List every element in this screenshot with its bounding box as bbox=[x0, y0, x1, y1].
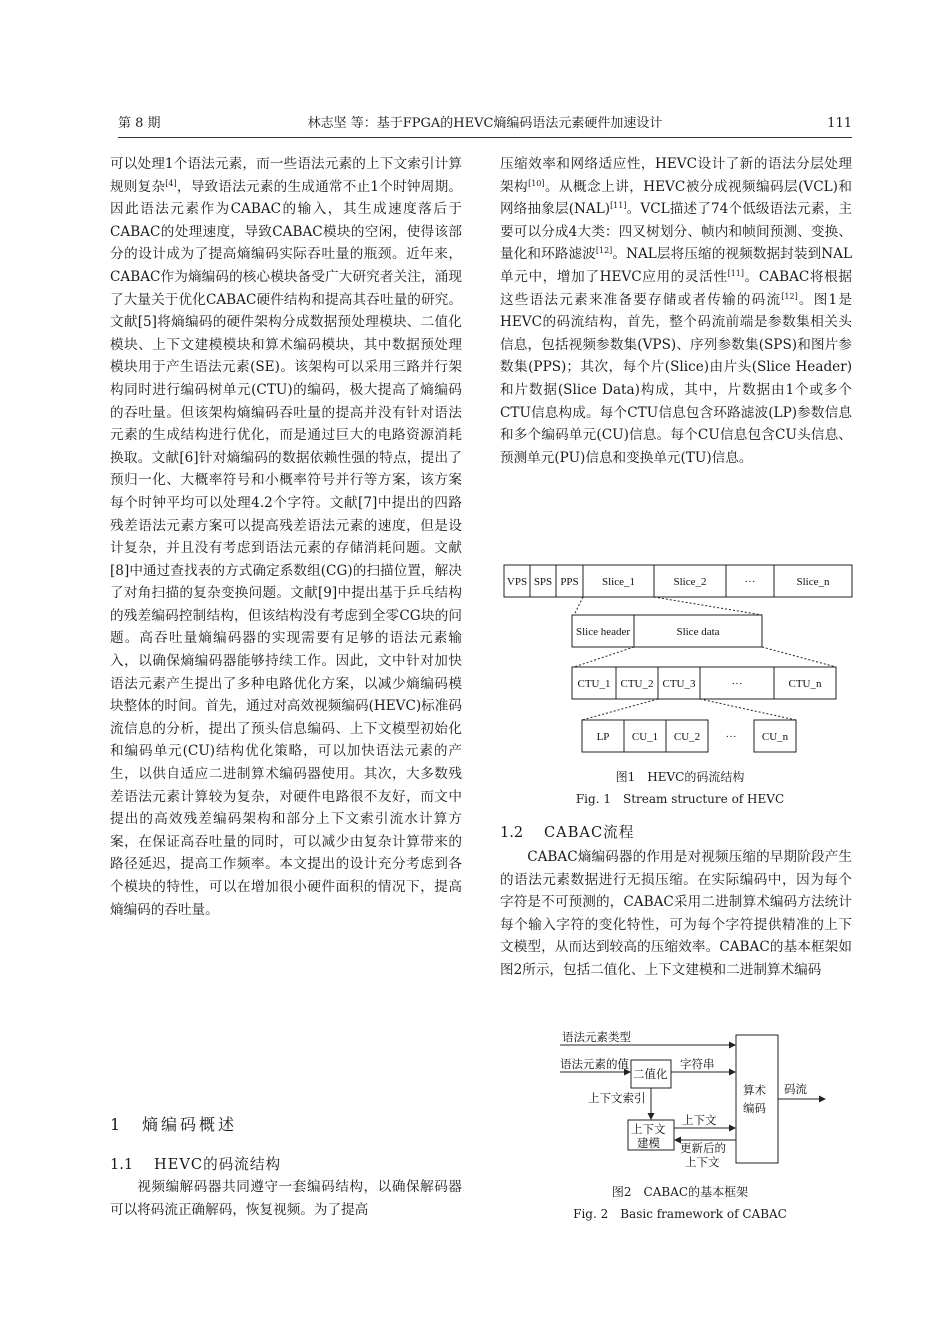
arithmetic-label-2: 编码 bbox=[743, 1103, 766, 1115]
right-p1-text-b: 。从概念上讲，HEVC被分成视频编码层(VCL)和网络抽象层(NAL) bbox=[500, 178, 852, 218]
slice1-label: Slice_1 bbox=[602, 576, 635, 588]
citation-11: [11] bbox=[610, 201, 627, 211]
section-1-2-number: 1.2 bbox=[500, 824, 524, 841]
ctu1-label: CTU_1 bbox=[577, 678, 611, 690]
right-p1-text-f: 。图1是HEVC的码流结构，首先，整个码流前端是参数集相关头信息，包括视频参数集(VPS)、序列参数集(SPS)和图片参数集(PPS)；其次，每个片(Slice)由片头(Slice Header)和片数据(Slice Data)构成，其中，片数据由1个或多个CTU信息构成。每个CTU信息包含环路滤波(LP)参数信息和多个编码单元(CU)信息。每个CU信息包含CU头信息、预测单元(PU)信息和变换单元(TU)信息。 bbox=[500, 291, 852, 466]
lp-label: LP bbox=[596, 731, 610, 743]
figure-2-diagram bbox=[540, 1030, 830, 1175]
slicen-label: Slice_n bbox=[796, 576, 830, 588]
citation-11-b: [11] bbox=[727, 268, 745, 278]
arithmetic-label-1: 算术 bbox=[743, 1085, 766, 1097]
ctx-index-label: 上下文索引 bbox=[588, 1093, 646, 1105]
binarization-label: 二值化 bbox=[633, 1069, 668, 1081]
section-1-title: 熵编码概述 bbox=[142, 1115, 238, 1134]
running-header bbox=[118, 112, 852, 138]
se-type-label: 语法元素类型 bbox=[562, 1032, 631, 1044]
left-p1-text-b: ，导致语法元素的生成通常不止1个时钟周期。因此语法元素作为CABAC的输入，其生成速度落后于CABAC的处理速度，导致CABAC模块的空闲，使得该部分的设计成为了提高熵编码实际吞吐量的瓶颈。近年来，CABAC作为熵编码的核心模块备受广大研究者关注，涌现了大量关于优化CABAC硬件结构和提高其吞吐量的研究。文献[5]将熵编码的硬件架构分成数据预处理模块、二值化模块、上下文建模模块和算术编码模块，其中数据预处理模块用于产生语法元素(SE)。该架构可以采用三路并行架构同时进行编码树单元(CTU)的编码，极大提高了熵编码的吞吐量。但该架构熵编码吞吐量的提高并没有针对语法元素的生成结构进行优化，而是通过巨大的电路资源消耗换取。文献[6]针对熵编码的数据依赖性强的特点，提出了预归一化、大概率符号和小概率符号并行等方案，该方案每个时钟平均可以处理4.2个字符。文献[7]中提出的四路残差语法元素方案可以提高残差语法元素的速度，但是设计复杂，并且没有考虑到语法元素的存储消耗问题。文献[8]中通过查找表的方式确定系数组(CG)的扫描位置，解决了对角扫描的复杂变换问题。文献[9]中提出基于乒乓结构的残差编码控制结构，但该结构没有考虑到全零CG块的问题。高吞吐量熵编码器的实现需要有足够的语法元素输入，以确保熵编码器能够持续工作。因此，文中针对加快语法元素产生提出了多种电路优化方案，以减少熵编码模块整体的时间。首先，通过对高效视频编码(HEVC)标准码流信息的分析，提出了预头信息编码、上下文模型初始化和编码单元(CU)结构优化策略，可以加快语法元素的产生，以供自适应二进制算术编码器使用。其次，大多数残差语法元素计算较为复杂，对硬件电路很不友好，而文中提出的高效残差编码架构和部分上下文索引流水计算方案，在保证高吞吐量的同时，可以减少由复杂计算带来的路径延迟，提高工作频率。本文提出的设计充分考虑到各个模块的特性，可以在增加很小硬件面积的情况下，提高熵编码的吞吐量。 bbox=[110, 178, 462, 918]
figure-2 bbox=[540, 1030, 830, 1175]
citation-12: [12] bbox=[595, 246, 613, 256]
section-1-number: 1 bbox=[110, 1115, 121, 1134]
right-paragraph-2: CABAC熵编码器的作用是对视频压缩的早期阶段产生的语法元素数据进行无损压缩。在实际编码中，因为每个字符是不可预测的，CABAC采用二进制算术编码方法统计每个输入字符的变化特性，可为每个字符提供精准的上下文模型，从而达到较高的压缩效率。CABAC的基本框架如图2所示，包括二值化、上下文建模和二进制算术编码 bbox=[500, 849, 852, 978]
citation-4: [4] bbox=[165, 178, 177, 188]
figure-1-caption-cn: 图1 HEVC的码流结构 bbox=[615, 770, 745, 784]
left-paragraph-2: 视频编解码器共同遵守一套编码结构，以确保解码器可以将码流正确解码，恢复视频。为了提高 bbox=[110, 1179, 462, 1218]
ctu3-label: CTU_3 bbox=[662, 678, 696, 690]
running-title: 林志坚 等：基于FPGA的HEVC熵编码语法元素硬件加速设计 bbox=[307, 116, 663, 131]
right-column bbox=[500, 153, 852, 469]
se-value-label: 语法元素的值 bbox=[560, 1059, 629, 1071]
section-1-1-number: 1.1 bbox=[110, 1156, 134, 1173]
header-divider bbox=[118, 137, 852, 138]
vps-label: VPS bbox=[506, 576, 528, 588]
pps-label: PPS bbox=[560, 576, 579, 588]
section-1-heading bbox=[110, 1114, 237, 1136]
figure-2-caption-en: Fig. 2 Basic framework of CABAC bbox=[573, 1207, 787, 1221]
journal-issue: 第 8 期 bbox=[118, 116, 161, 131]
sps-label: SPS bbox=[533, 576, 553, 588]
cu1-label: CU_1 bbox=[631, 731, 659, 743]
right-p1-text-c: 。VCL描述了74个低级语法元素，主要可以分成4大类：四叉树划分、帧内和帧间预测、变换、量化和环路滤波 bbox=[500, 201, 852, 263]
figure-1-caption-en: Fig. 1 Stream structure of HEVC bbox=[575, 792, 785, 806]
right-paragraph-1 bbox=[500, 153, 852, 469]
ctu2-label: CTU_2 bbox=[620, 678, 654, 690]
left-column bbox=[110, 153, 462, 921]
citation-12-b: [12] bbox=[781, 291, 798, 301]
ellipsis-row4: ··· bbox=[725, 731, 737, 743]
cu2-label: CU_2 bbox=[673, 731, 701, 743]
left-column-tail bbox=[110, 1176, 462, 1221]
figure-2-caption-cn: 图2 CABAC的基本框架 bbox=[611, 1185, 749, 1199]
section-1-2-title: CABAC流程 bbox=[544, 824, 635, 841]
arithmetic-coding-box bbox=[736, 1035, 778, 1163]
slice2-label: Slice_2 bbox=[673, 576, 707, 588]
right-p1-text-a: 压缩效率和网络适应性，HEVC设计了新的语法分层处理架构 bbox=[500, 156, 852, 195]
slice-data-label: Slice data bbox=[676, 626, 720, 638]
section-1-1-title: HEVC的码流结构 bbox=[154, 1156, 282, 1173]
updated-context-label-1: 更新后的 bbox=[680, 1143, 726, 1155]
citation-10: [10] bbox=[528, 178, 545, 188]
ctun-label: CTU_n bbox=[788, 678, 822, 690]
right-p1-text-e: 。CABAC将根据这些语法元素来准备要存储或者传输的码流 bbox=[500, 268, 852, 308]
context-modeling-label-1: 上下文 bbox=[631, 1124, 666, 1136]
context-label: 上下文 bbox=[682, 1115, 717, 1127]
bitstream-label: 码流 bbox=[784, 1084, 807, 1096]
updated-context-label-2: 上下文 bbox=[685, 1157, 720, 1169]
figure-1 bbox=[500, 560, 860, 760]
ellipsis-row3: ··· bbox=[731, 678, 743, 690]
cun-label: CU_n bbox=[761, 731, 789, 743]
figure-1-diagram bbox=[500, 560, 860, 760]
right-column-tail bbox=[500, 846, 852, 982]
left-paragraph-1 bbox=[110, 153, 462, 921]
section-1-1-heading bbox=[110, 1155, 281, 1175]
ellipsis-row1: ··· bbox=[744, 576, 756, 588]
bin-string-label: 字符串 bbox=[680, 1059, 715, 1071]
right-p1-text-d: 。NAL层将压缩的视频数据封装到NAL单元中，增加了HEVC应用的灵活性 bbox=[500, 246, 853, 285]
left-p1-text-a: 可以处理1个语法元素，而一些语法元素的上下文索引计算规则复杂 bbox=[110, 156, 462, 195]
slice-header-label: Slice header bbox=[575, 626, 631, 638]
context-modeling-label-2: 建模 bbox=[637, 1138, 660, 1150]
page-number: 111 bbox=[827, 116, 852, 131]
section-1-2-heading bbox=[500, 823, 634, 843]
